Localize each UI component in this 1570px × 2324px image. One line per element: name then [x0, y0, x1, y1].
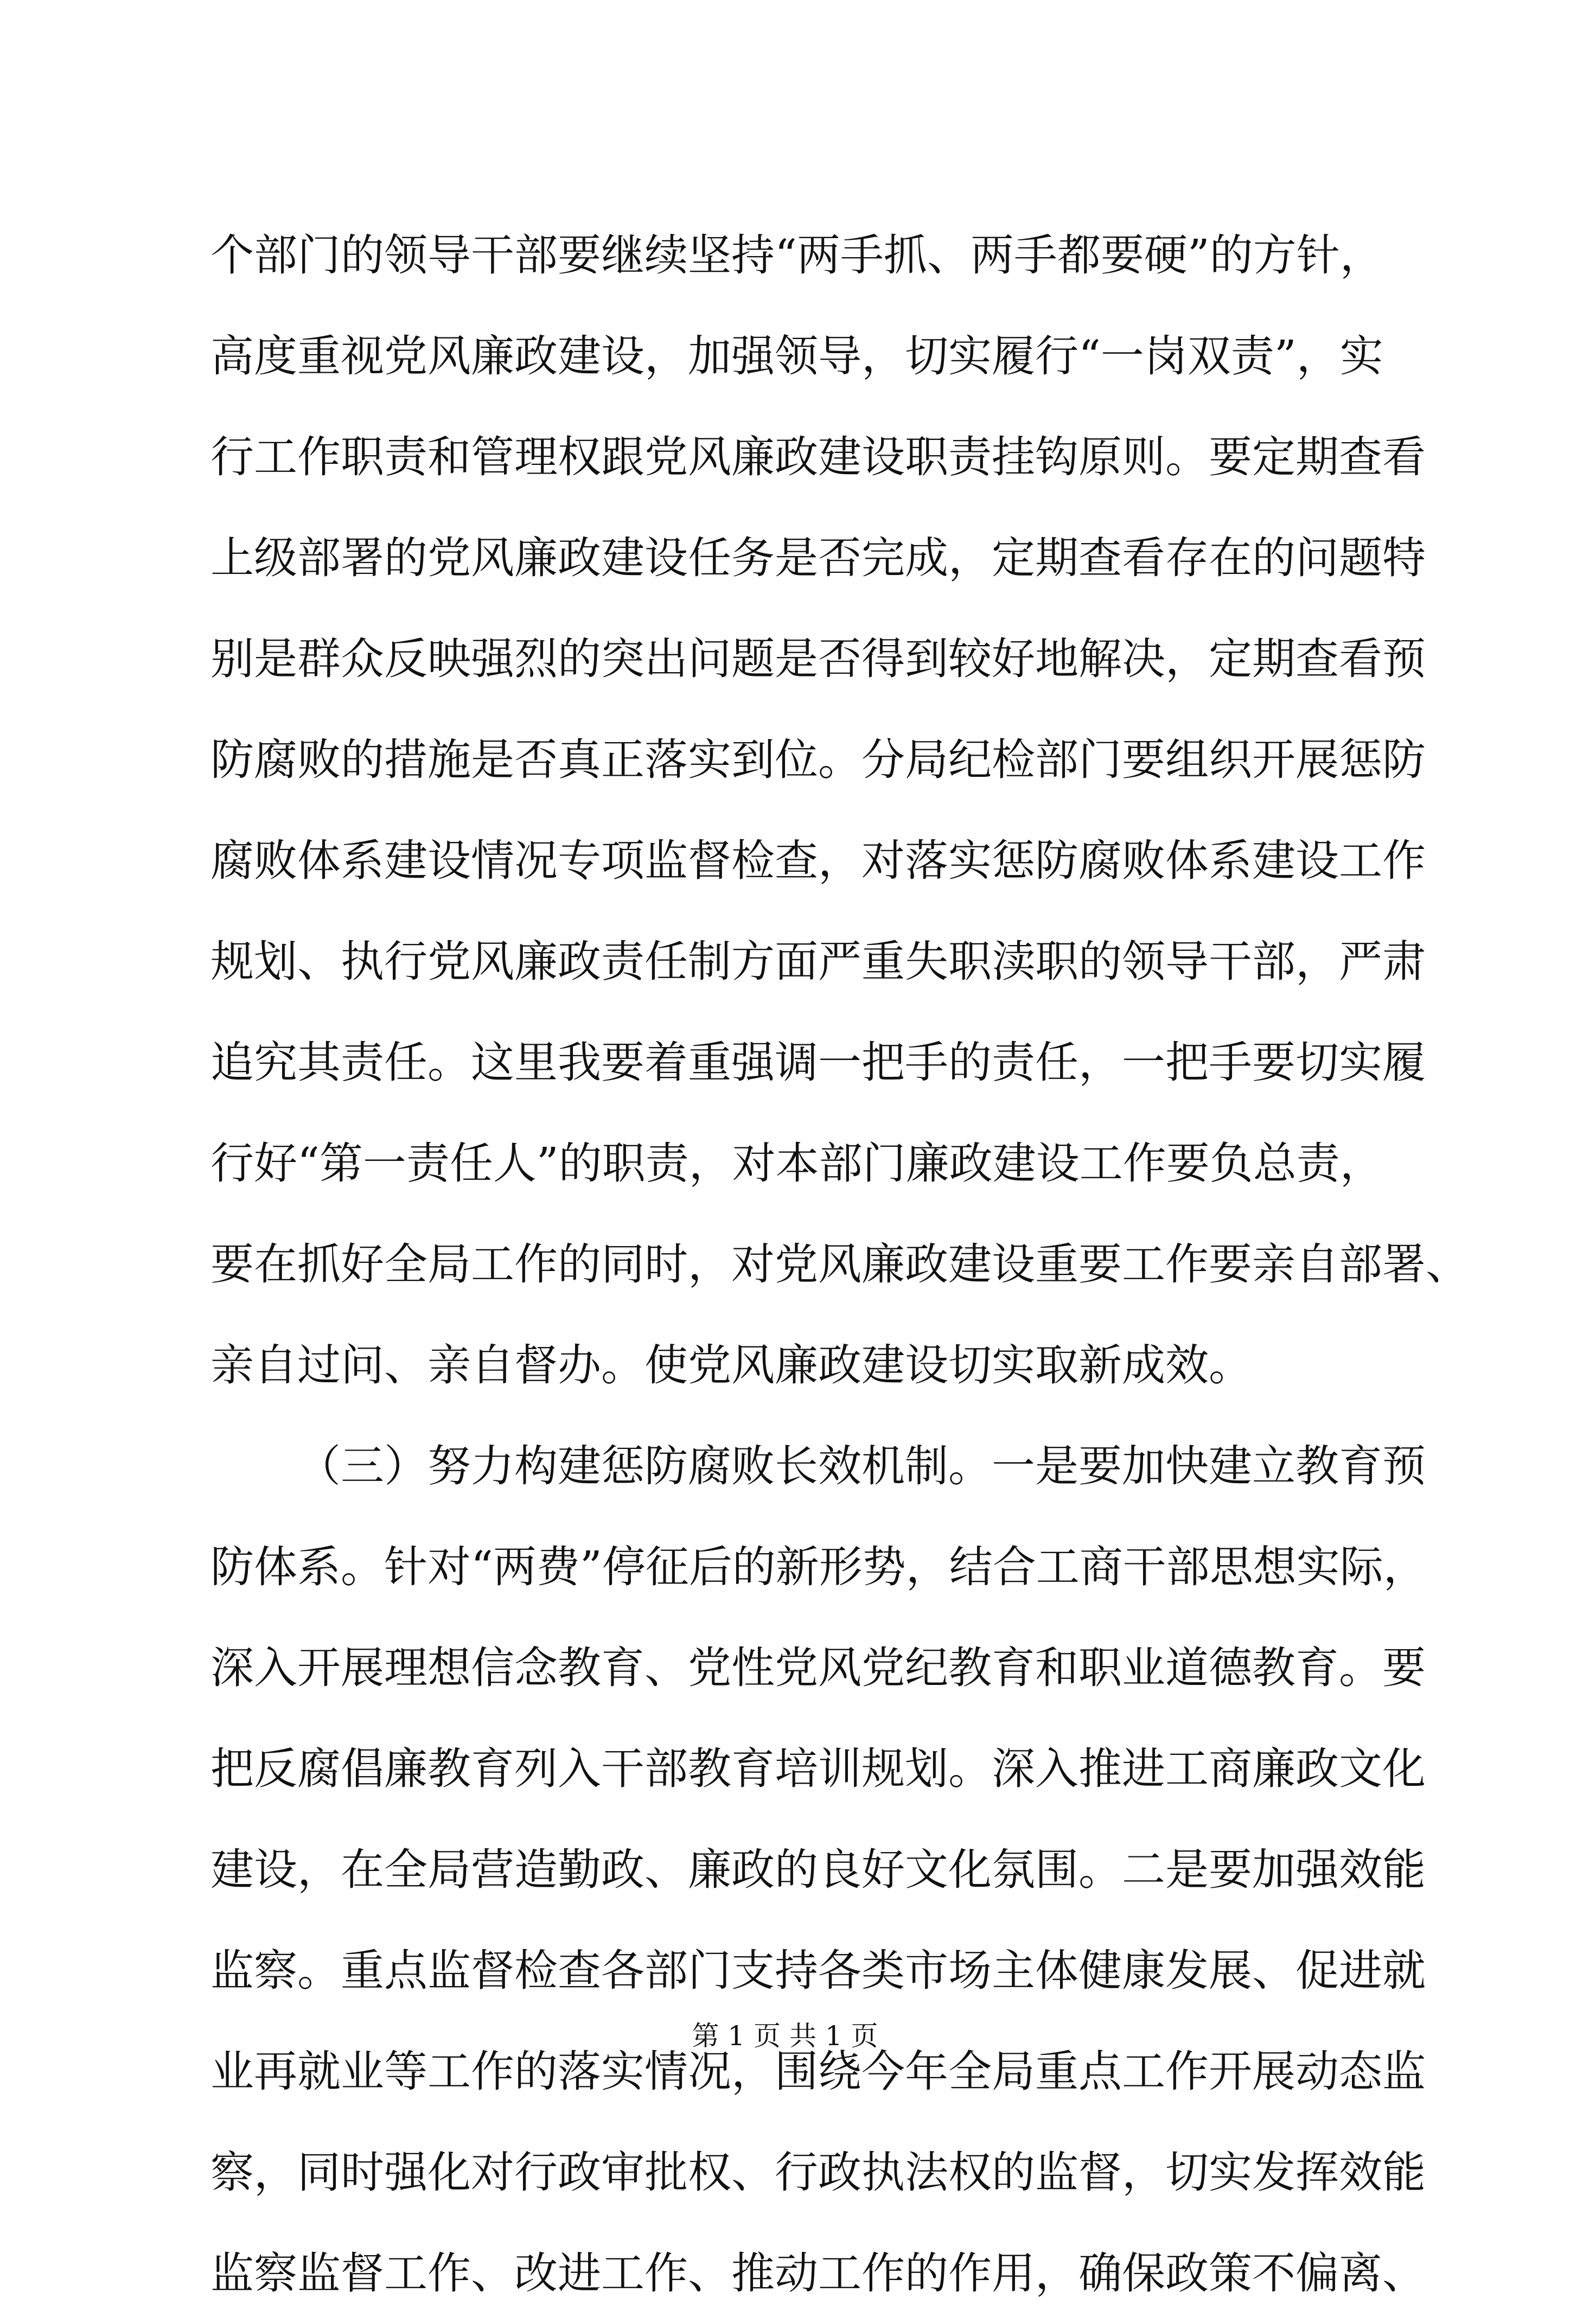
text-line: 高度重视党风廉政建设，加强领导，切实履行“一岗双责”，实	[210, 331, 1383, 381]
text-line: 监察。重点监督检查各部门支持各类市场主体健康发展、促进就	[210, 1945, 1426, 1996]
text-line: 行工作职责和管理权跟党风廉政建设职责挂钩原则。要定期查看	[210, 432, 1426, 482]
paragraph-first-line: （三）努力构建惩防腐败长效机制。一是要加快建立教育预	[297, 1441, 1426, 1491]
text-line: 把反腐倡廉教育列入干部教育培训规划。深入推进工商廉政文化	[210, 1744, 1426, 1794]
page-footer: 第 1 页 共 1 页	[692, 2020, 878, 2052]
text-line: 上级部署的党风廉政建设任务是否完成，定期查看存在的问题特	[210, 533, 1426, 583]
text-line: 腐败体系建设情况专项监督检查，对落实惩防腐败体系建设工作	[210, 835, 1426, 886]
text-line: 防体系。针对“两费”停征后的新形势，结合工商干部思想实际，	[210, 1542, 1427, 1592]
text-line: 个部门的领导干部要继续坚持“两手抓、两手都要硬”的方针，	[210, 230, 1383, 280]
text-line: 业再就业等工作的落实情况，围绕今年全局重点工作开展动态监	[210, 2046, 1426, 2097]
text-line: 察，同时强化对行政审批权、行政执法权的监督，切实发挥效能	[210, 2147, 1426, 2198]
document-body	[210, 205, 1469, 2324]
text-line: 深入开展理想信念教育、党性党风党纪教育和职业道德教育。要	[210, 1643, 1426, 1693]
text-line: 行好“第一责任人”的职责，对本部门廉政建设工作要负总责，	[210, 1138, 1383, 1189]
text-line: 监察监督工作、改进工作、推动工作的作用，确保政策不偏离、	[210, 2248, 1426, 2299]
paragraph-last-line: 亲自过问、亲自督办。使党风廉政建设切实取新成效。	[210, 1340, 1252, 1390]
text-line: 防腐败的措施是否真正落实到位。分局纪检部门要组织开展惩防	[210, 735, 1426, 785]
text-line: 追究其责任。这里我要着重强调一把手的责任，一把手要切实履	[210, 1037, 1426, 1088]
text-line: 要在抓好全局工作的同时，对党风廉政建设重要工作要亲自部署、	[210, 1239, 1469, 1289]
text-line: 建设，在全局营造勤政、廉政的良好文化氛围。二是要加强效能	[210, 1844, 1426, 1895]
text-line: 规划、执行党风廉政责任制方面严重失职渎职的领导干部，严肃	[210, 936, 1426, 987]
text-line: 别是群众反映强烈的突出问题是否得到较好地解决，定期查看预	[210, 634, 1426, 684]
